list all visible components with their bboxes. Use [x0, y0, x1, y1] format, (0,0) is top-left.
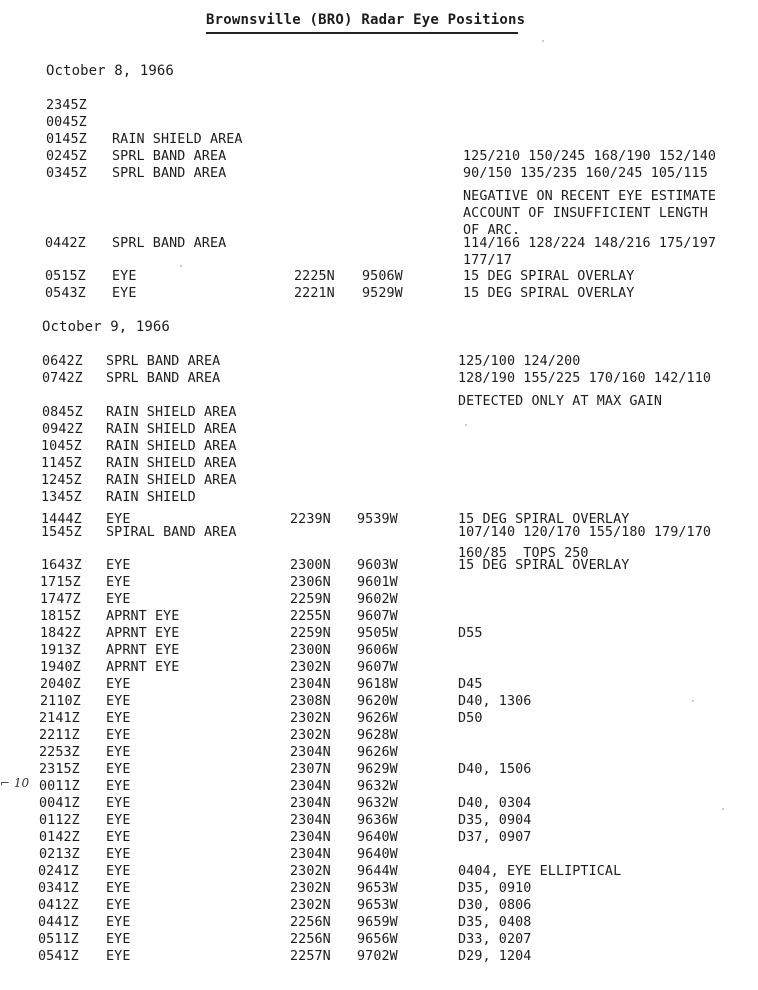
- cell-desc: RAIN SHIELD AREA: [106, 405, 237, 420]
- cell-rem: DETECTED ONLY AT MAX GAIN: [458, 394, 663, 409]
- cell-lon: 9653W: [357, 881, 398, 896]
- cell-time: 0511Z: [38, 932, 79, 947]
- cell-lon: 9653W: [357, 898, 398, 913]
- cell-time: 0145Z: [46, 132, 87, 147]
- date-heading-day1: October 8, 1966: [46, 63, 174, 79]
- cell-lon: 9607W: [357, 660, 398, 675]
- cell-lat: 2302N: [290, 728, 331, 743]
- cell-desc: RAIN SHIELD AREA: [106, 439, 237, 454]
- cell-lon: 9539W: [357, 512, 398, 527]
- cell-rem: 107/140 120/170 155/180 179/170: [458, 525, 712, 540]
- cell-time: 0041Z: [39, 796, 80, 811]
- cell-lat: 2259N: [290, 626, 331, 641]
- cell-lat: 2259N: [290, 592, 331, 607]
- cell-rem: ACCOUNT OF INSUFFICIENT LENGTH: [463, 206, 708, 221]
- cell-desc: EYE: [106, 592, 131, 607]
- cell-rem: D40, 0304: [458, 796, 532, 811]
- cell-desc: RAIN SHIELD AREA: [106, 422, 237, 437]
- cell-lon: 9618W: [357, 677, 398, 692]
- cell-lat: 2308N: [290, 694, 331, 709]
- cell-desc: EYE: [106, 898, 131, 913]
- cell-time: 1842Z: [40, 626, 81, 641]
- cell-desc: EYE: [106, 813, 131, 828]
- cell-desc: RAIN SHIELD AREA: [106, 473, 237, 488]
- cell-time: 0845Z: [42, 405, 83, 420]
- cell-rem: D45: [458, 677, 483, 692]
- cell-lon: 9659W: [357, 915, 398, 930]
- cell-lon: 9505W: [357, 626, 398, 641]
- cell-time: 0341Z: [38, 881, 79, 896]
- cell-time: 2110Z: [40, 694, 81, 709]
- cell-time: 0011Z: [39, 779, 80, 794]
- cell-desc: EYE: [106, 728, 131, 743]
- cell-lat: 2256N: [290, 932, 331, 947]
- cell-rem: D35, 0408: [458, 915, 532, 930]
- cell-time: 2345Z: [46, 98, 87, 113]
- cell-time: 1815Z: [40, 609, 81, 624]
- cell-rem: D55: [458, 626, 483, 641]
- cell-desc: EYE: [106, 881, 131, 896]
- cell-lat: 2307N: [290, 762, 331, 777]
- cell-lat: 2302N: [290, 898, 331, 913]
- cell-time: 0112Z: [39, 813, 80, 828]
- cell-desc: SPRL BAND AREA: [112, 236, 227, 251]
- cell-lon: 9632W: [357, 796, 398, 811]
- cell-desc: SPRL BAND AREA: [106, 354, 221, 369]
- cell-time: 2315Z: [39, 762, 80, 777]
- cell-desc: EYE: [106, 779, 131, 794]
- cell-desc: SPRL BAND AREA: [112, 166, 227, 181]
- cell-rem: 15 DEG SPIRAL OVERLAY: [458, 512, 630, 527]
- document-title: Brownsville (BRO) Radar Eye Positions: [206, 12, 526, 28]
- cell-rem: 15 DEG SPIRAL OVERLAY: [458, 558, 630, 573]
- cell-desc: EYE: [106, 932, 131, 947]
- scan-speck: [180, 265, 182, 267]
- cell-lon: 9640W: [357, 847, 398, 862]
- cell-desc: EYE: [106, 762, 131, 777]
- cell-rem: D33, 0207: [458, 932, 532, 947]
- cell-desc: EYE: [106, 711, 131, 726]
- cell-desc: EYE: [106, 575, 131, 590]
- scan-speck: [692, 700, 694, 702]
- cell-rem: OF ARC.: [463, 223, 521, 238]
- cell-time: 0543Z: [45, 286, 86, 301]
- cell-time: 0142Z: [39, 830, 80, 845]
- cell-lat: 2304N: [290, 796, 331, 811]
- cell-lat: 2302N: [290, 660, 331, 675]
- cell-desc: APRNT EYE: [106, 626, 180, 641]
- cell-lat: 2257N: [290, 949, 331, 964]
- cell-time: 0942Z: [42, 422, 83, 437]
- cell-lon: 9601W: [357, 575, 398, 590]
- cell-desc: APRNT EYE: [106, 643, 180, 658]
- cell-lon: 9529W: [362, 286, 403, 301]
- cell-time: 1913Z: [40, 643, 81, 658]
- cell-lon: 9640W: [357, 830, 398, 845]
- cell-lat: 2225N: [294, 269, 335, 284]
- cell-lon: 9632W: [357, 779, 398, 794]
- cell-lon: 9644W: [357, 864, 398, 879]
- cell-desc: EYE: [106, 830, 131, 845]
- cell-time: 1643Z: [41, 558, 82, 573]
- cell-lon: 9626W: [357, 745, 398, 760]
- cell-lon: 9506W: [362, 269, 403, 284]
- cell-desc: APRNT EYE: [106, 660, 180, 675]
- cell-lon: 9628W: [357, 728, 398, 743]
- cell-rem: D50: [458, 711, 483, 726]
- cell-desc: EYE: [112, 286, 137, 301]
- cell-time: 1747Z: [40, 592, 81, 607]
- cell-time: 2253Z: [39, 745, 80, 760]
- cell-lon: 9626W: [357, 711, 398, 726]
- cell-time: 0442Z: [45, 236, 86, 251]
- cell-time: 1345Z: [41, 490, 82, 505]
- cell-rem: 177/17: [463, 253, 512, 268]
- cell-time: 0541Z: [38, 949, 79, 964]
- cell-time: 1145Z: [41, 456, 82, 471]
- cell-time: 2040Z: [40, 677, 81, 692]
- cell-lat: 2302N: [290, 711, 331, 726]
- scan-speck: [465, 424, 467, 426]
- cell-desc: EYE: [106, 558, 131, 573]
- handwritten-margin-mark: ⌐ 10: [0, 776, 30, 790]
- cell-time: 1715Z: [40, 575, 81, 590]
- cell-rem: D35, 0904: [458, 813, 532, 828]
- cell-desc: RAIN SHIELD: [106, 490, 196, 505]
- cell-desc: EYE: [106, 512, 131, 527]
- cell-time: 1545Z: [41, 525, 82, 540]
- cell-rem: NEGATIVE ON RECENT EYE ESTIMATE: [463, 189, 717, 204]
- cell-desc: APRNT EYE: [106, 609, 180, 624]
- cell-time: 1245Z: [41, 473, 82, 488]
- cell-lat: 2304N: [290, 813, 331, 828]
- cell-lat: 2304N: [290, 745, 331, 760]
- cell-rem: 125/100 124/200: [458, 354, 581, 369]
- cell-time: 0241Z: [38, 864, 79, 879]
- cell-time: 0345Z: [46, 166, 87, 181]
- cell-time: 0412Z: [38, 898, 79, 913]
- cell-rem: 15 DEG SPIRAL OVERLAY: [463, 269, 635, 284]
- scan-speck: [542, 40, 544, 42]
- cell-time: 0045Z: [46, 115, 87, 130]
- cell-time: 0642Z: [42, 354, 83, 369]
- title-underline: [206, 32, 518, 34]
- cell-time: 1045Z: [41, 439, 82, 454]
- cell-lon: 9606W: [357, 643, 398, 658]
- cell-desc: EYE: [106, 847, 131, 862]
- cell-lat: 2306N: [290, 575, 331, 590]
- cell-lat: 2239N: [290, 512, 331, 527]
- cell-lat: 2302N: [290, 864, 331, 879]
- cell-desc: EYE: [106, 864, 131, 879]
- cell-desc: EYE: [112, 269, 137, 284]
- cell-time: 0245Z: [46, 149, 87, 164]
- scan-speck: [722, 808, 724, 810]
- cell-rem: 90/150 135/235 160/245 105/115: [463, 166, 708, 181]
- date-heading-day2: October 9, 1966: [42, 319, 170, 335]
- cell-rem: D30, 0806: [458, 898, 532, 913]
- cell-lat: 2304N: [290, 779, 331, 794]
- cell-time: 2141Z: [39, 711, 80, 726]
- cell-lat: 2256N: [290, 915, 331, 930]
- cell-lon: 9656W: [357, 932, 398, 947]
- cell-lat: 2255N: [290, 609, 331, 624]
- cell-time: 0213Z: [39, 847, 80, 862]
- cell-rem: D37, 0907: [458, 830, 532, 845]
- cell-time: 2211Z: [39, 728, 80, 743]
- cell-rem: 160/85 TOPS 250: [458, 546, 589, 561]
- cell-desc: EYE: [106, 745, 131, 760]
- cell-lat: 2300N: [290, 643, 331, 658]
- cell-desc: EYE: [106, 796, 131, 811]
- cell-desc: SPRL BAND AREA: [106, 371, 221, 386]
- cell-rem: D40, 1506: [458, 762, 532, 777]
- cell-desc: EYE: [106, 949, 131, 964]
- cell-lat: 2221N: [294, 286, 335, 301]
- cell-desc: EYE: [106, 694, 131, 709]
- cell-lon: 9603W: [357, 558, 398, 573]
- cell-desc: RAIN SHIELD AREA: [112, 132, 243, 147]
- cell-time: 0742Z: [42, 371, 83, 386]
- cell-time: 0441Z: [38, 915, 79, 930]
- cell-desc: SPRL BAND AREA: [112, 149, 227, 164]
- cell-rem: 0404, EYE ELLIPTICAL: [458, 864, 622, 879]
- cell-time: 0515Z: [45, 269, 86, 284]
- cell-time: 1940Z: [40, 660, 81, 675]
- cell-rem: D29, 1204: [458, 949, 532, 964]
- cell-desc: SPIRAL BAND AREA: [106, 525, 237, 540]
- cell-desc: RAIN SHIELD AREA: [106, 456, 237, 471]
- cell-lon: 9702W: [357, 949, 398, 964]
- cell-lon: 9620W: [357, 694, 398, 709]
- cell-lat: 2300N: [290, 558, 331, 573]
- cell-rem: D35, 0910: [458, 881, 532, 896]
- cell-lon: 9629W: [357, 762, 398, 777]
- cell-lat: 2304N: [290, 847, 331, 862]
- cell-rem: 128/190 155/225 170/160 142/110: [458, 371, 712, 386]
- cell-lat: 2304N: [290, 830, 331, 845]
- cell-rem: D40, 1306: [458, 694, 532, 709]
- cell-desc: EYE: [106, 677, 131, 692]
- cell-rem: 15 DEG SPIRAL OVERLAY: [463, 286, 635, 301]
- cell-rem: 125/210 150/245 168/190 152/140: [463, 149, 717, 164]
- cell-desc: EYE: [106, 915, 131, 930]
- cell-lon: 9636W: [357, 813, 398, 828]
- cell-lon: 9602W: [357, 592, 398, 607]
- cell-time: 1444Z: [41, 512, 82, 527]
- cell-rem: 114/166 128/224 148/216 175/197: [463, 236, 717, 251]
- cell-lon: 9607W: [357, 609, 398, 624]
- cell-lat: 2304N: [290, 677, 331, 692]
- cell-lat: 2302N: [290, 881, 331, 896]
